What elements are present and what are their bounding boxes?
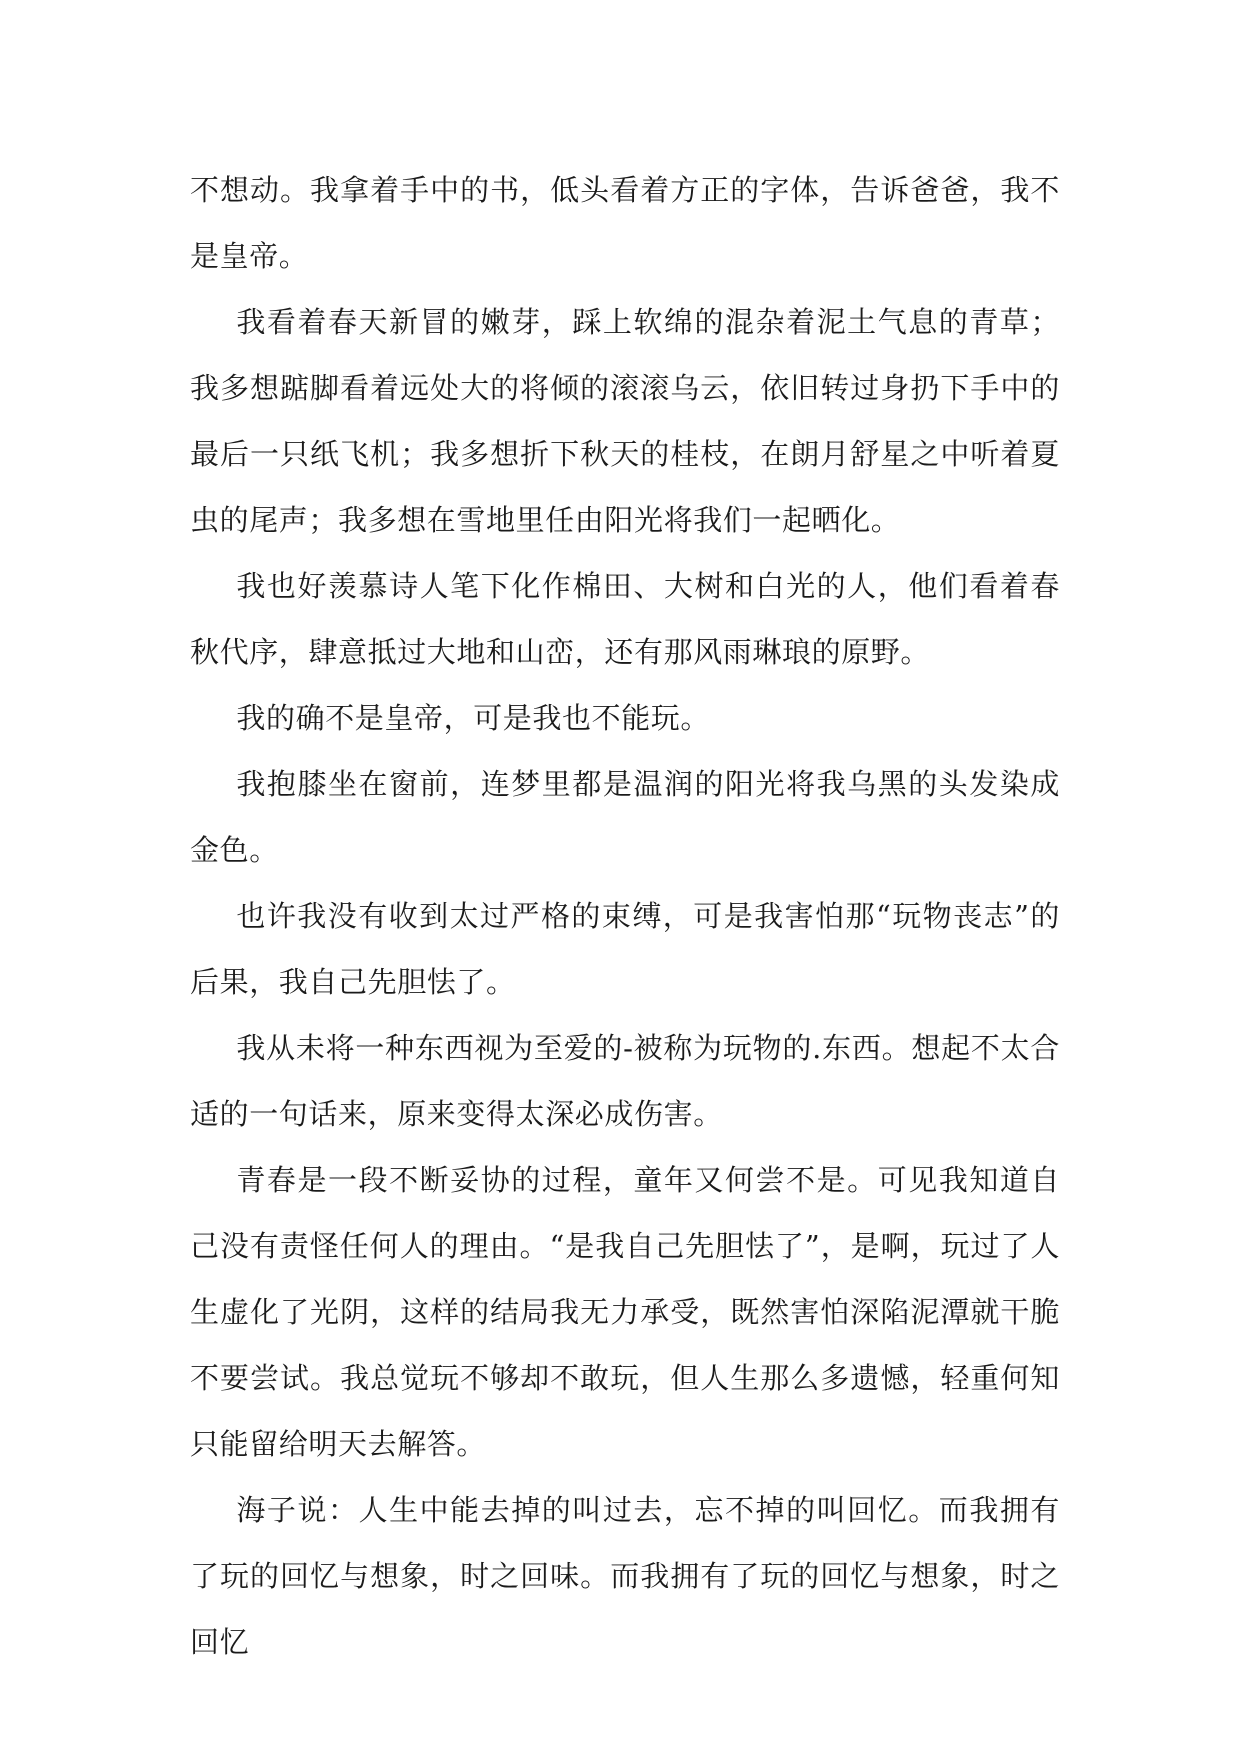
paragraph-9: 海子说：人生中能去掉的叫过去，忘不掉的叫回忆。而我拥有了玩的回忆与想象，时之回味。而我拥有了玩的回忆与想象，时之回忆: [190, 1493, 1060, 1659]
paragraph-2: 我看着春天新冒的嫩芽，踩上软绵的混杂着泥土气息的青草；我多想踮脚看着远处大的将倾的滚滚乌云，依旧转过身扔下手中的最后一只纸飞机；我多想折下秋天的桂枝，在朗月舒星之中听着夏虫的尾声；我多想在雪地里任由阳光将我们一起晒化。: [190, 305, 1060, 537]
paragraph-3: 我也好羡慕诗人笔下化作棉田、大树和白光的人，他们看着春秋代序，肆意抵过大地和山峦，还有那风雨琳琅的原野。: [190, 569, 1060, 669]
paragraph-6: 也许我没有收到太过严格的束缚，可是我害怕那“玩物丧志”的后果，我自己先胆怯了。: [190, 899, 1060, 999]
paragraph-5: 我抱膝坐在窗前，连梦里都是温润的阳光将我乌黑的头发染成金色。: [190, 767, 1060, 867]
paragraph-8: 青春是一段不断妥协的过程，童年又何尝不是。可见我知道自己没有责怪任何人的理由。“是我自己先胆怯了”，是啊，玩过了人生虚化了光阴，这样的结局我无力承受，既然害怕深陷泥潭就干脆不要尝试。我总觉玩不够却不敢玩，但人生那么多遗憾，轻重何知只能留给明天去解答。: [190, 1163, 1060, 1461]
paragraph-7: 我从未将一种东西视为至爱的-被称为玩物的.东西。想起不太合适的一句话来，原来变得太深必成伤害。: [190, 1031, 1060, 1131]
paragraph-4: 我的确不是皇帝，可是我也不能玩。: [236, 701, 710, 735]
paragraph-1: 不想动。我拿着手中的书，低头看着方正的字体，告诉爸爸，我不是皇帝。: [190, 173, 1060, 273]
document-body: [190, 157, 1060, 1675]
